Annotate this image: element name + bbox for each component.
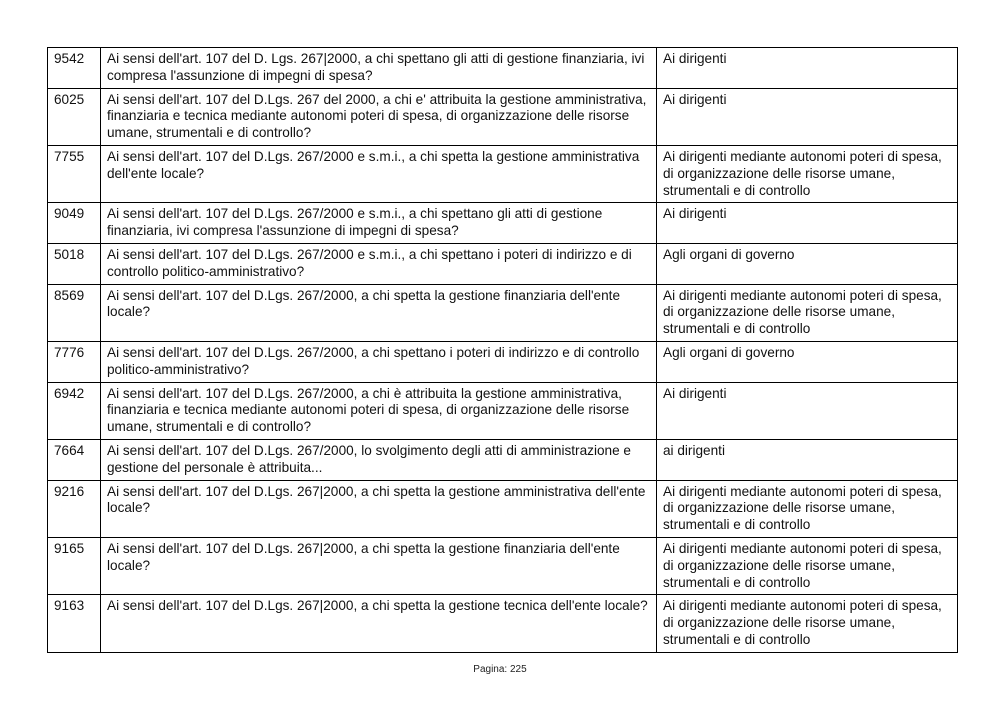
questions-table (47, 47, 958, 653)
question-id: 9165 (48, 537, 101, 594)
answer-text: Ai dirigenti mediante autonomi poteri di spesa, di organizzazione delle risorse umane, strumentali e di controllo (657, 595, 958, 652)
answer-text: Ai dirigenti mediante autonomi poteri di spesa, di organizzazione delle risorse umane, strumentali e di controllo (657, 480, 958, 537)
answer-text: Ai dirigenti (657, 382, 958, 439)
question-id: 8569 (48, 284, 101, 341)
table-row (48, 480, 958, 537)
table-row (48, 88, 958, 145)
table-row (48, 284, 958, 341)
question-text: Ai sensi dell'art. 107 del D. Lgs. 267|2000, a chi spettano gli atti di gestione finanziaria, ivi compresa l'assunzione di impegni di spesa? (101, 48, 657, 89)
questions-table-body (48, 48, 958, 653)
answer-text: Agli organi di governo (657, 243, 958, 284)
question-id: 9049 (48, 203, 101, 244)
question-id: 9216 (48, 480, 101, 537)
question-id: 9542 (48, 48, 101, 89)
answer-text: Agli organi di governo (657, 341, 958, 382)
answer-text: Ai dirigenti (657, 88, 958, 145)
question-text: Ai sensi dell'art. 107 del D.Lgs. 267 del 2000, a chi e' attribuita la gestione amministrativa, finanziaria e tecnica mediante autonomi poteri di spesa, di organizzazione delle risorse umane, strumentali e di controllo? (101, 88, 657, 145)
question-id: 6942 (48, 382, 101, 439)
question-text: Ai sensi dell'art. 107 del D.Lgs. 267/2000, a chi spetta la gestione finanziaria dell'ente locale? (101, 284, 657, 341)
table-row (48, 145, 958, 202)
question-id: 6025 (48, 88, 101, 145)
question-text: Ai sensi dell'art. 107 del D.Lgs. 267/2000 e s.m.i., a chi spettano gli atti di gestione finanziaria, ivi compresa l'assunzione di impegni di spesa? (101, 203, 657, 244)
question-text: Ai sensi dell'art. 107 del D.Lgs. 267/2000, lo svolgimento degli atti di amministrazione e gestione del personale è attribuita... (101, 439, 657, 480)
table-row (48, 537, 958, 594)
answer-text: ai dirigenti (657, 439, 958, 480)
answer-text: Ai dirigenti (657, 48, 958, 89)
question-id: 5018 (48, 243, 101, 284)
question-id: 7755 (48, 145, 101, 202)
question-id: 7776 (48, 341, 101, 382)
question-id: 7664 (48, 439, 101, 480)
question-text: Ai sensi dell'art. 107 del D.Lgs. 267|2000, a chi spetta la gestione finanziaria dell'ente locale? (101, 537, 657, 594)
question-text: Ai sensi dell'art. 107 del D.Lgs. 267/2000 e s.m.i., a chi spettano i poteri di indirizzo e di controllo politico-amministrativo? (101, 243, 657, 284)
table-row (48, 382, 958, 439)
answer-text: Ai dirigenti mediante autonomi poteri di spesa, di organizzazione delle risorse umane, strumentali e di controllo (657, 284, 958, 341)
table-row (48, 595, 958, 652)
question-text: Ai sensi dell'art. 107 del D.Lgs. 267|2000, a chi spetta la gestione tecnica dell'ente locale? (101, 595, 657, 652)
question-text: Ai sensi dell'art. 107 del D.Lgs. 267/2000 e s.m.i., a chi spetta la gestione amministrativa dell'ente locale? (101, 145, 657, 202)
question-text: Ai sensi dell'art. 107 del D.Lgs. 267/2000, a chi spettano i poteri di indirizzo e di controllo politico-amministrativo? (101, 341, 657, 382)
question-text: Ai sensi dell'art. 107 del D.Lgs. 267|2000, a chi spetta la gestione amministrativa dell'ente locale? (101, 480, 657, 537)
table-row (48, 203, 958, 244)
answer-text: Ai dirigenti mediante autonomi poteri di spesa, di organizzazione delle risorse umane, strumentali e di controllo (657, 537, 958, 594)
answer-text: Ai dirigenti mediante autonomi poteri di spesa, di organizzazione delle risorse umane, strumentali e di controllo (657, 145, 958, 202)
question-text: Ai sensi dell'art. 107 del D.Lgs. 267/2000, a chi è attribuita la gestione amministrativa, finanziaria e tecnica mediante autonomi poteri di spesa, di organizzazione delle risorse umane, strumentali e di controllo? (101, 382, 657, 439)
question-id: 9163 (48, 595, 101, 652)
table-row (48, 48, 958, 89)
table-row (48, 341, 958, 382)
table-row (48, 243, 958, 284)
table-row (48, 439, 958, 480)
page-number: Pagina: 225 (473, 664, 527, 675)
answer-text: Ai dirigenti (657, 203, 958, 244)
